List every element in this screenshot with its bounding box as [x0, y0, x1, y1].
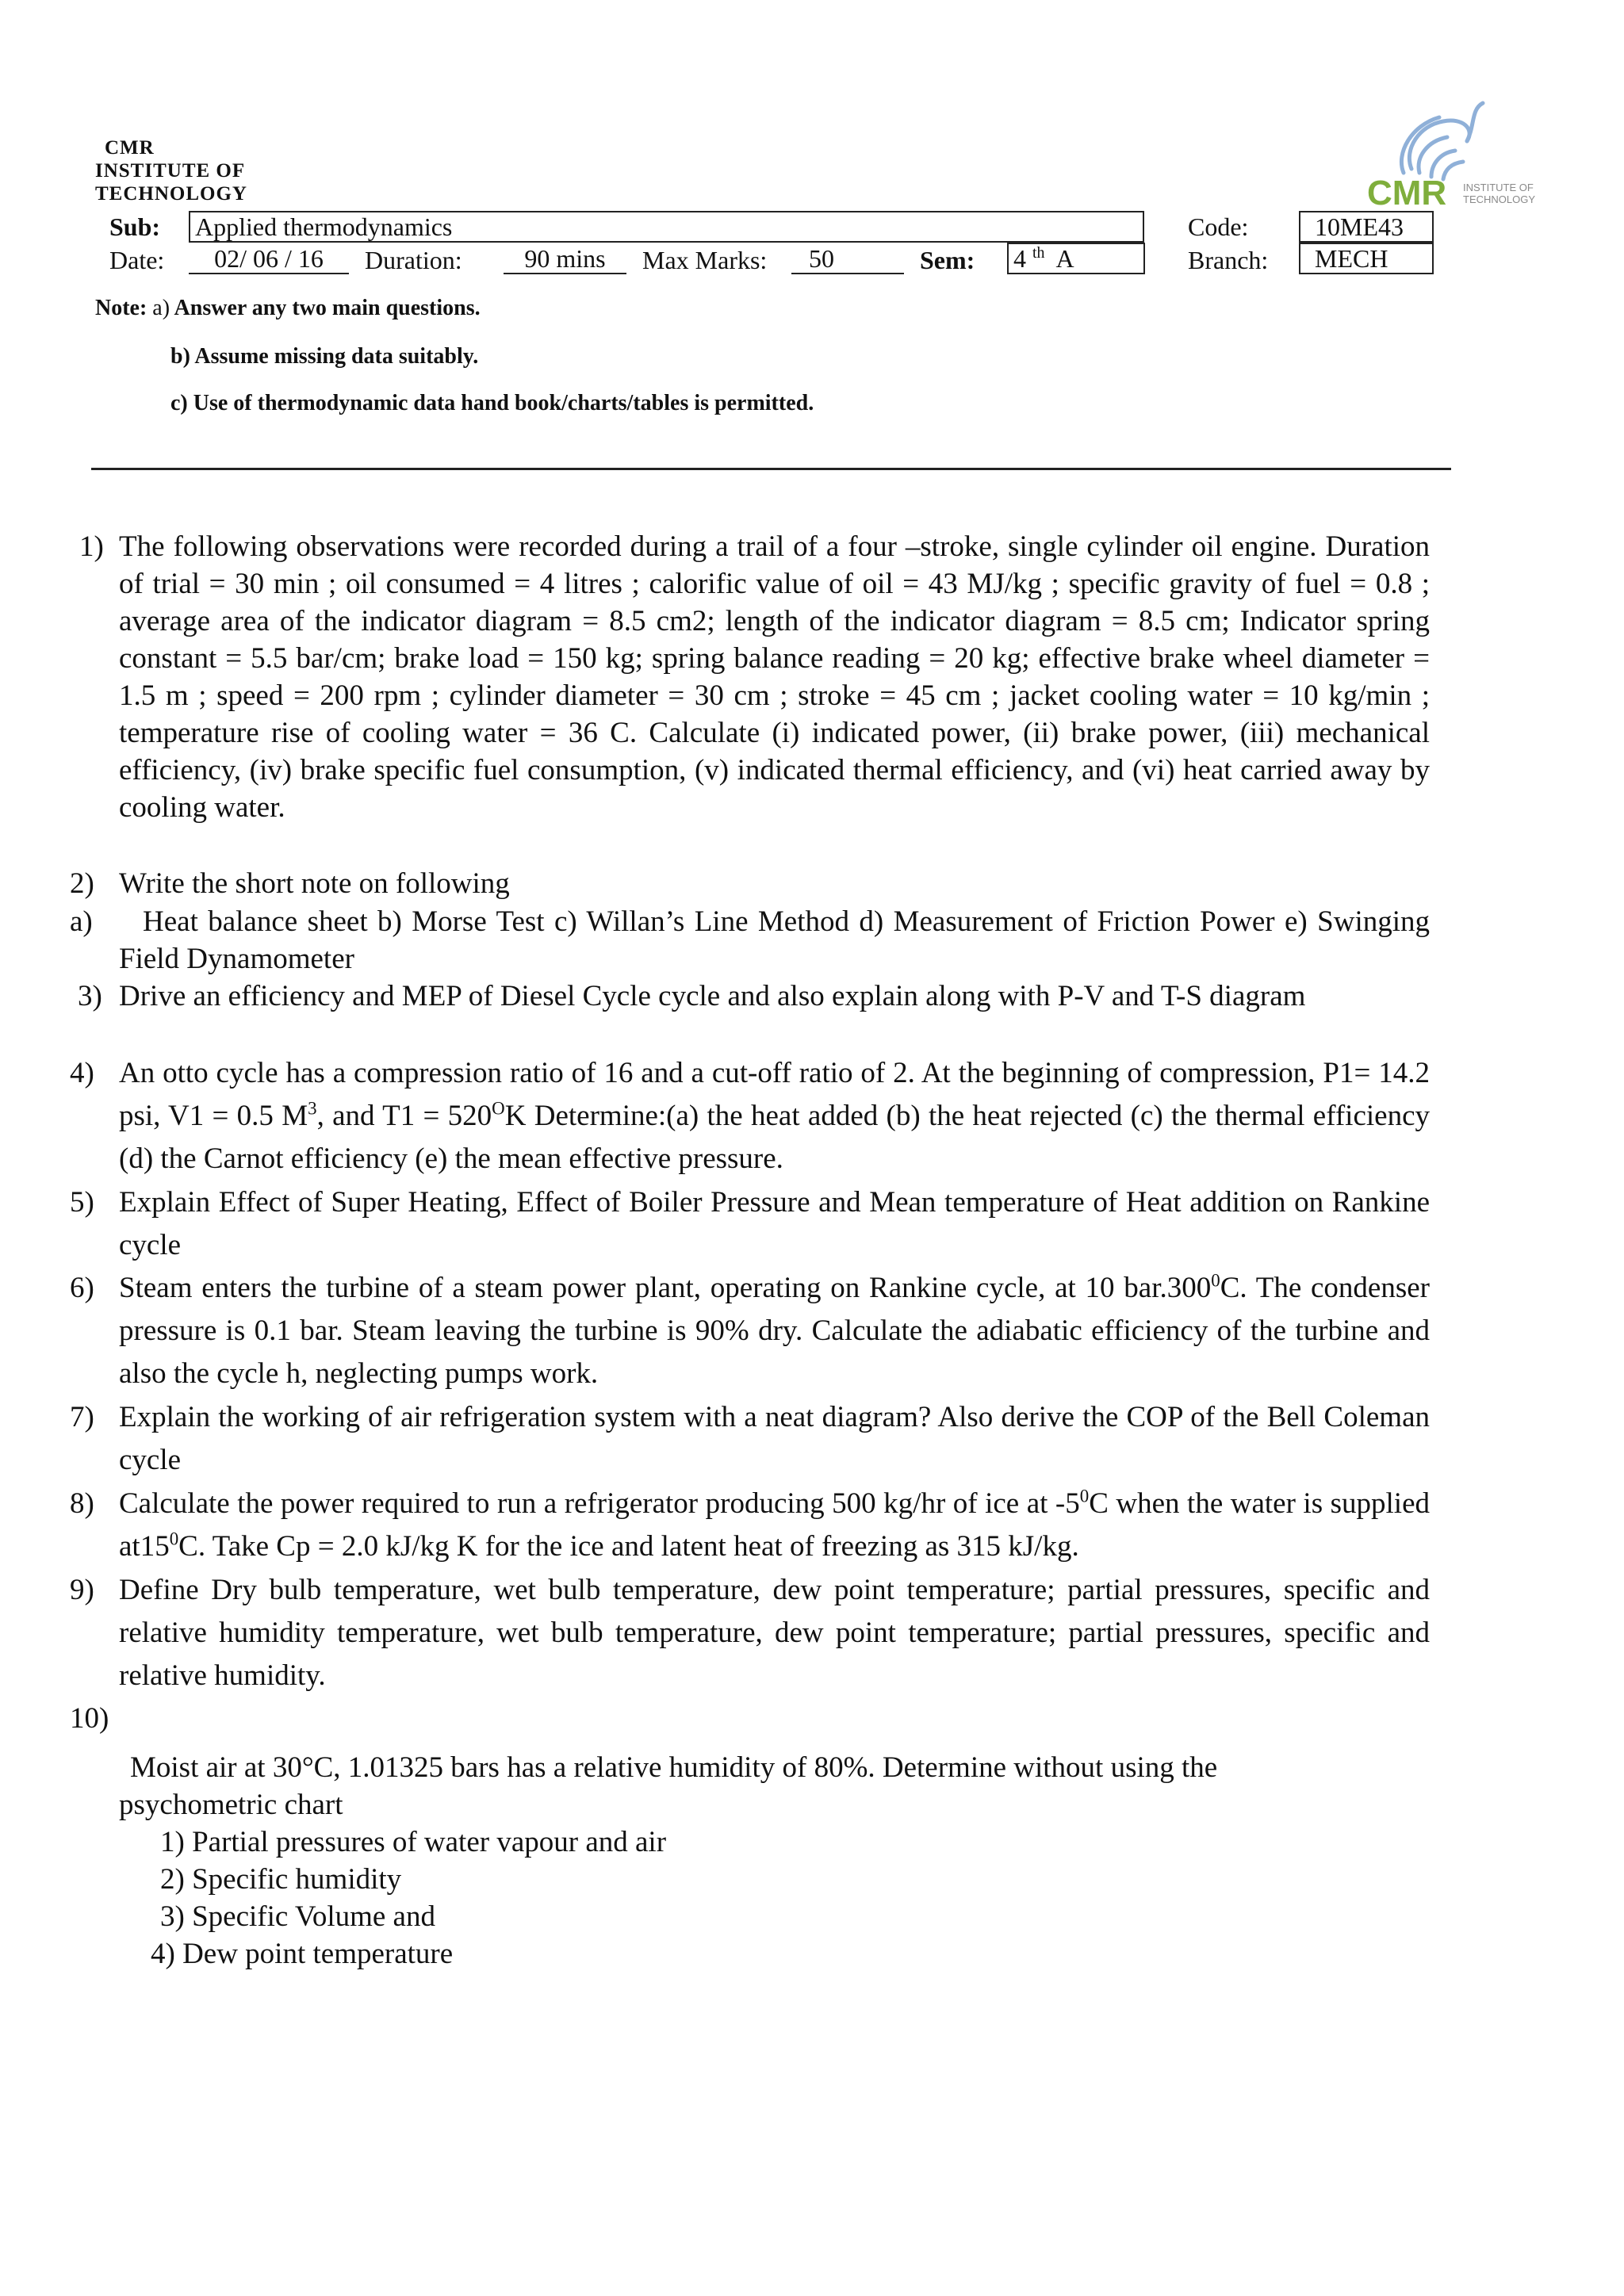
question-1-text: The following observations were recorded during a trail of a four –stroke, single cylinder oil engine. Duration of trial = 30 min ; oil consumed = 4 litres ; calorific value of oil = 43 MJ/kg ; specific gravity of fuel = 0.8 ; average area of the indicator diagram = 8.5 cm2; length of the indicator diagram = 8.5 cm; Indicator spring constant = 5.5 bar/cm; brake load = 150 kg; spring balance reading = 20 kg; effective brake wheel diameter = 1.5 m ; speed = 200 rpm ; cylinder diameter = 30 cm ; stroke = 45 cm ; jacket cooling water = 10 kg/min ; temperature rise of cooling water = 36 C. Calculate (i) indicated power, (ii) brake power, (iii) mechanical efficiency, (iv) brake specific fuel consumption, (v) indicated thermal efficiency, and (vi) heat carried away by cooling water.	[119, 530, 1430, 824]
question-10-item: 2) Specific humidity	[160, 1863, 402, 1896]
question-8	[70, 1483, 1430, 1568]
question-9-number: 9)	[70, 1574, 94, 1606]
note-b: b) Assume missing data suitably.	[170, 344, 479, 369]
question-10-item: 3) Specific Volume and	[160, 1900, 435, 1933]
cmr-logo	[1356, 94, 1562, 212]
question-8-text	[119, 1483, 1430, 1568]
sub-label: Sub:	[109, 212, 161, 241]
note-c: c) Use of thermodynamic data hand book/charts/tables is permitted.	[170, 391, 814, 415]
max-marks-field: 50	[791, 243, 904, 274]
q4-sup2: O	[492, 1098, 505, 1119]
date-field: 02/ 06 / 16	[189, 243, 349, 274]
question-1-number: 1)	[79, 530, 104, 563]
question-2-text: Write the short note on following	[119, 867, 510, 900]
q4-part2: , and T1 = 520	[316, 1100, 492, 1132]
question-4-text	[119, 1052, 1430, 1181]
swan-logo-icon	[1356, 94, 1562, 212]
question-10-items	[151, 1823, 666, 1973]
question-7-text: Explain the working of air refrigeration system with a neat diagram? Also derive the COP of the Bell Coleman cycle	[119, 1401, 1430, 1476]
question-10-number: 10)	[70, 1702, 109, 1735]
logo-tagline2: TECHNOLOGY	[1463, 193, 1536, 205]
q8-part3: C. Take Cp = 2.0 kJ/kg K for the ice and latent heat of freezing as 315 kJ/kg.	[178, 1530, 1079, 1563]
q8-part2: C when the water is supplied at15	[119, 1487, 1430, 1563]
date-label: Date:	[109, 246, 165, 274]
question-2	[70, 865, 1430, 902]
q8-sup2: 0	[169, 1529, 179, 1549]
institute-name	[95, 136, 247, 205]
code-field: 10ME43	[1299, 211, 1434, 243]
question-7-number: 7)	[70, 1401, 94, 1433]
question-6	[70, 1267, 1430, 1395]
question-2a-number: a)	[70, 905, 93, 938]
question-6-text	[119, 1267, 1430, 1395]
question-9-text: Define Dry bulb temperature, wet bulb temperature, dew point temperature; partial pressures, specific and relative humidity temperature, wet bulb temperature, dew point temperature; partial pressures, specific and relative humidity.	[119, 1574, 1430, 1692]
sem-section: A	[1055, 244, 1074, 273]
subject-field: Applied thermodynamics	[189, 211, 1144, 243]
note-label: Note:	[95, 296, 147, 320]
logo-text: CMR	[1367, 174, 1447, 212]
q6-part2: C. The condenser pressure is 0.1 bar. Steam leaving the turbine is 90% dry. Calculate the adiabatic efficiency of the turbine and also the cycle h, neglecting pumps work.	[119, 1272, 1430, 1390]
question-10-text: Moist air at 30°C, 1.01325 bars has a relative humidity of 80%. Determine without using the psychometric chart	[119, 1751, 1218, 1821]
q6-part1: Steam enters the turbine of a steam power plant, operating on Rankine cycle, at 10 bar.300	[119, 1272, 1212, 1304]
duration-label: Duration:	[365, 246, 462, 274]
q8-sup1: 0	[1079, 1486, 1090, 1506]
note-a	[95, 295, 481, 322]
question-4-number: 4)	[70, 1057, 94, 1089]
header-divider	[91, 468, 1451, 470]
q4-sup1: 3	[308, 1098, 317, 1119]
question-6-number: 6)	[70, 1272, 94, 1304]
question-5-text: Explain Effect of Super Heating, Effect of Boiler Pressure and Mean temperature of Heat addition on Rankine cycle	[119, 1186, 1430, 1261]
institute-line3: TECHNOLOGY	[95, 183, 247, 205]
q6-sup1: 0	[1211, 1270, 1220, 1291]
sem-label: Sem:	[920, 246, 975, 274]
duration-field: 90 mins	[504, 243, 626, 274]
q8-part1: Calculate the power required to run a refrigerator producing 500 kg/hr of ice at -5	[119, 1487, 1080, 1520]
max-marks-label: Max Marks:	[642, 246, 768, 274]
institute-line2: INSTITUTE OF	[95, 160, 246, 182]
branch-label: Branch:	[1188, 246, 1269, 274]
question-2a-text: Heat balance sheet b) Morse Test c) Willan’s Line Method d) Measurement of Friction Power e) Swinging Field Dynamometer	[119, 905, 1430, 975]
question-2a	[70, 903, 1430, 978]
question-3-text: Drive an efficiency and MEP of Diesel Cycle cycle and also explain along with P-V and T-S diagram	[119, 980, 1306, 1012]
question-1	[79, 528, 1430, 826]
question-7	[70, 1396, 1430, 1482]
question-10	[119, 1749, 1344, 1823]
sem-number: 4	[1013, 244, 1026, 273]
question-9	[70, 1569, 1430, 1697]
question-5-number: 5)	[70, 1186, 94, 1219]
question-3-number: 3)	[78, 980, 102, 1012]
question-2-number: 2)	[70, 867, 94, 900]
q4-part1: An otto cycle has a compression ratio of 16 and a cut-off ratio of 2. At the beginning of compression, P1= 14.2 psi, V1 = 0.5 M	[119, 1057, 1430, 1132]
sem-suffix: th	[1032, 244, 1045, 262]
note-a-prefix: a)	[152, 296, 170, 320]
question-3	[78, 978, 1430, 1015]
institute-line1: CMR	[105, 137, 155, 159]
question-10-item: 4) Dew point temperature	[151, 1938, 454, 1970]
q4-part3: K Determine:(a) the heat added (b) the heat rejected (c) the thermal efficiency (d) the Carnot efficiency (e) the mean effective pressure.	[119, 1100, 1430, 1175]
question-8-number: 8)	[70, 1487, 94, 1520]
question-10-item: 1) Partial pressures of water vapour and air	[160, 1826, 667, 1858]
note-a-text: Answer any two main questions.	[174, 296, 481, 320]
branch-field: MECH	[1299, 243, 1434, 274]
sem-field	[1007, 243, 1145, 274]
question-4	[70, 1052, 1430, 1181]
code-label: Code:	[1188, 212, 1249, 241]
question-5	[70, 1181, 1430, 1267]
logo-tagline1: INSTITUTE OF	[1463, 182, 1534, 193]
